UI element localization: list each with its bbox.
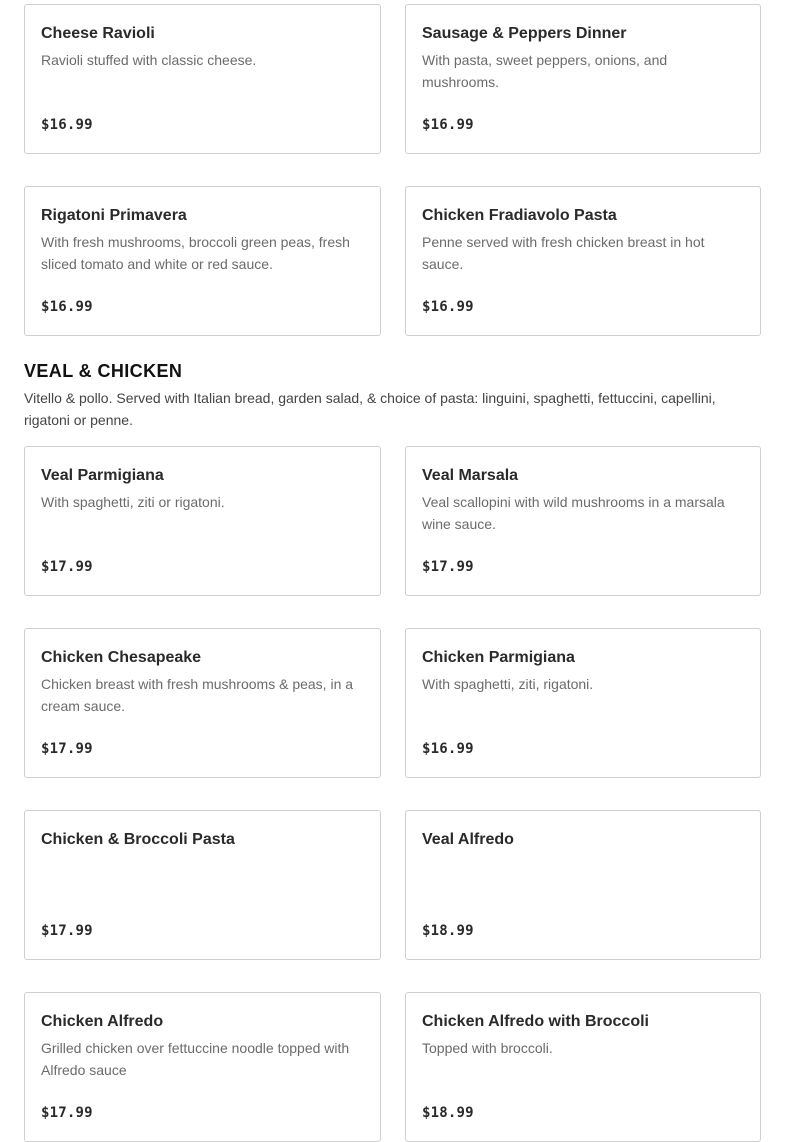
menu-item-name: Cheese Ravioli <box>41 25 155 42</box>
menu-grid-veal-chicken <box>24 810 761 960</box>
menu-item-card[interactable] <box>405 992 761 1142</box>
section-header-veal-chicken <box>24 336 761 446</box>
menu-item-price: $16.99 <box>422 741 474 757</box>
menu-item-price: $17.99 <box>41 1105 93 1121</box>
menu-item-price: $17.99 <box>41 923 93 939</box>
menu-item-card[interactable] <box>24 628 381 778</box>
menu-item-card[interactable] <box>405 4 761 154</box>
menu-page <box>24 4 761 1142</box>
menu-item-card[interactable] <box>24 810 381 960</box>
menu-item-description: Grilled chicken over fettuccine noodle topped with Alfredo sauce <box>41 1040 350 1078</box>
menu-item-card[interactable] <box>24 186 381 336</box>
menu-item-price: $17.99 <box>41 559 93 575</box>
menu-grid-pasta <box>24 186 761 336</box>
menu-item-price: $16.99 <box>422 299 474 315</box>
menu-item-name: Chicken Alfredo with Broccoli <box>422 1013 649 1030</box>
menu-item-price: $16.99 <box>41 299 93 315</box>
menu-item-name: Chicken Parmigiana <box>422 649 575 666</box>
menu-item-card[interactable] <box>405 628 761 778</box>
menu-item-name: Veal Parmigiana <box>41 467 164 484</box>
menu-item-name: Chicken Fradiavolo Pasta <box>422 207 617 224</box>
menu-item-price: $16.99 <box>422 117 474 133</box>
menu-item-card[interactable] <box>405 446 761 596</box>
menu-item-card[interactable] <box>405 810 761 960</box>
menu-grid-veal-chicken <box>24 628 761 778</box>
menu-item-name: Chicken Alfredo <box>41 1013 164 1030</box>
menu-item-name: Veal Alfredo <box>422 831 514 848</box>
menu-item-description: Topped with broccoli. <box>422 1040 553 1056</box>
menu-item-name: Chicken Chesapeake <box>41 649 202 666</box>
menu-item-description: With spaghetti, ziti, rigatoni. <box>422 676 594 692</box>
menu-item-card[interactable] <box>24 992 381 1142</box>
menu-item-name: Rigatoni Primavera <box>41 207 187 224</box>
menu-item-price: $17.99 <box>41 741 93 757</box>
section-title: VEAL & CHICKEN <box>24 361 183 381</box>
menu-item-description: With pasta, sweet peppers, onions, and mushrooms. <box>422 52 668 90</box>
menu-item-description: With spaghetti, ziti or rigatoni. <box>41 494 225 510</box>
menu-item-price: $17.99 <box>422 559 474 575</box>
menu-item-description: With fresh mushrooms, broccoli green peas, fresh sliced tomato and white or red sauce. <box>41 234 350 272</box>
menu-item-price: $18.99 <box>422 923 474 939</box>
menu-item-name: Chicken & Broccoli Pasta <box>41 831 235 848</box>
menu-item-price: $18.99 <box>422 1105 474 1121</box>
menu-item-description: Penne served with fresh chicken breast in hot sauce. <box>422 234 705 272</box>
menu-item-description: Chicken breast with fresh mushrooms & peas, in a cream sauce. <box>41 676 354 714</box>
menu-item-name: Veal Marsala <box>422 467 519 484</box>
menu-item-price: $16.99 <box>41 117 93 133</box>
menu-grid-pasta <box>24 4 761 154</box>
menu-item-card[interactable] <box>24 4 381 154</box>
menu-item-card[interactable] <box>24 446 381 596</box>
section-description: Vitello & pollo. Served with Italian bread, garden salad, & choice of pasta: linguini, spaghetti, fettuccini, capellini, rigatoni or penne. <box>24 390 716 428</box>
menu-grid-veal-chicken <box>24 992 761 1142</box>
menu-item-name: Sausage & Peppers Dinner <box>422 25 627 42</box>
menu-item-description: Ravioli stuffed with classic cheese. <box>41 52 257 68</box>
menu-item-card[interactable] <box>405 186 761 336</box>
menu-item-description: Veal scallopini with wild mushrooms in a marsala wine sauce. <box>422 494 725 532</box>
menu-grid-veal-chicken <box>24 446 761 596</box>
